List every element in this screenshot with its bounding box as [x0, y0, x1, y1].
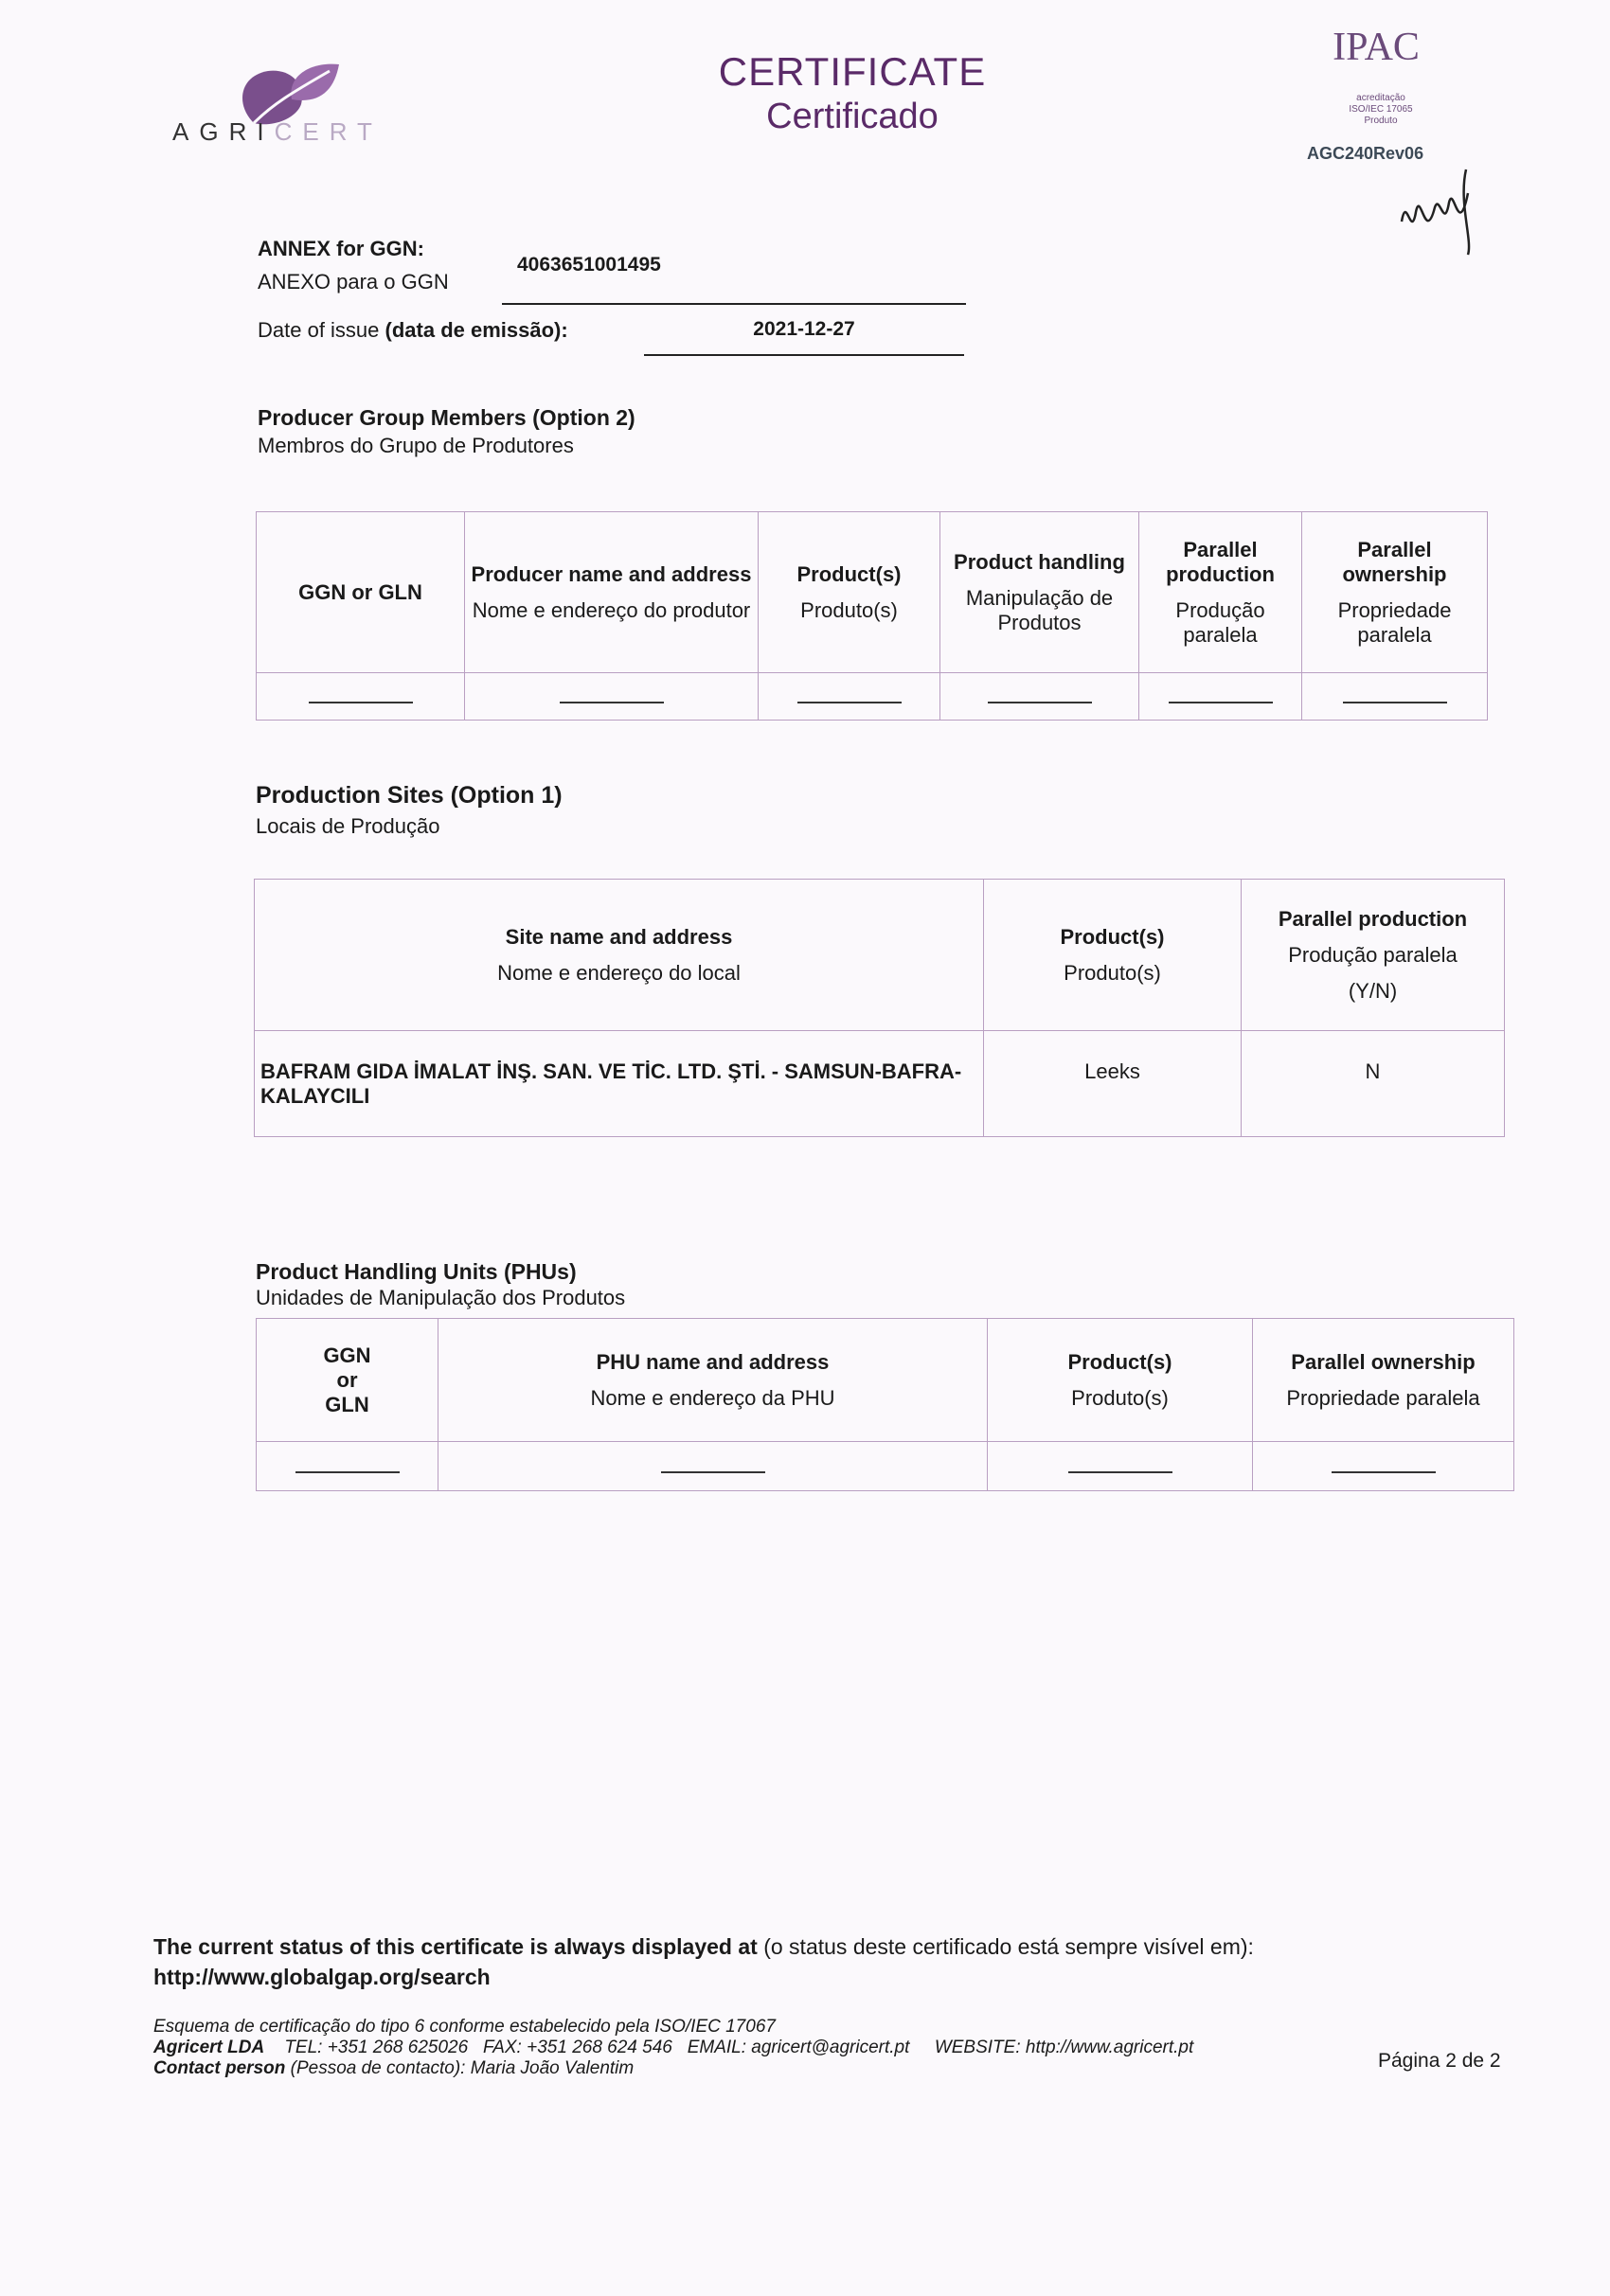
phu-table — [256, 1318, 1514, 1491]
status-url-link[interactable]: http://www.globalgap.org/search — [153, 1965, 491, 1989]
ipac-brand: IPAC — [1333, 26, 1420, 69]
col-ggn: GGN or GLN — [257, 1319, 438, 1442]
empty-dash — [1332, 1471, 1436, 1473]
producer-group-subtitle: Membros do Grupo de Produtores — [258, 434, 574, 457]
empty-dash — [295, 1471, 400, 1473]
production-sites-subtitle: Locais de Produção — [256, 814, 440, 838]
production-sites-table — [254, 879, 1505, 1137]
issue-date: 2021-12-27 — [644, 318, 964, 356]
col-parallel-production: Parallel production Produção paralela (Y/N) — [1242, 880, 1505, 1031]
annex-label-pt: ANEXO para o GGN — [258, 270, 449, 294]
phu-subtitle: Unidades de Manipulação dos Produtos — [256, 1286, 626, 1309]
form-code: AGC240Rev06 — [1307, 144, 1424, 163]
col-products: Product(s) Produto(s) — [759, 512, 940, 673]
col-products: Product(s) Produto(s) — [988, 1319, 1253, 1442]
empty-dash — [661, 1471, 765, 1473]
title-en: CERTIFICATE — [718, 49, 987, 94]
table-header-row — [255, 880, 1505, 1031]
site-name-address: BAFRAM GIDA İMALAT İNŞ. SAN. VE TİC. LTD. ŞTİ. - SAMSUN-BAFRA- KALAYCILI — [255, 1031, 984, 1137]
empty-dash — [1068, 1471, 1172, 1473]
col-parallel-ownership: Parallel ownership Propriedade paralela — [1253, 1319, 1514, 1442]
agricert-wordmark: AGRICERT — [172, 117, 383, 146]
col-parallel-production: Parallel production Produção paralela — [1139, 512, 1302, 673]
table-row — [255, 1031, 1505, 1137]
page-number: Página 2 de 2 — [1378, 2050, 1501, 2072]
empty-dash — [1169, 702, 1273, 703]
col-parallel-ownership: Parallel ownership Propriedade paralela — [1302, 512, 1488, 673]
producer-group-table — [256, 511, 1488, 721]
email-link[interactable]: EMAIL: agricert@agricert.pt — [687, 2038, 910, 2057]
site-parallel: N — [1242, 1031, 1505, 1137]
empty-dash — [309, 702, 413, 703]
contact-person: Contact person (Pessoa de contacto): Maria João Valentim — [153, 2058, 635, 2078]
ggn-value: 4063651001495 — [502, 254, 966, 305]
document-title — [663, 49, 1042, 137]
col-site: Site name and address Nome e endereço do local — [255, 880, 984, 1031]
date-label: Date of issue (data de emissão): — [258, 318, 568, 342]
website-link[interactable]: WEBSITE: http://www.agricert.pt — [934, 2038, 1194, 2057]
empty-dash — [988, 702, 1092, 703]
col-phu: PHU name and address Nome e endereço da PHU — [438, 1319, 988, 1442]
footer-contact — [153, 2017, 1385, 2079]
producer-group-title: Producer Group Members (Option 2) — [258, 405, 635, 430]
company-contacts: Agricert LDA TEL: +351 268 625026 FAX: +351 268 624 546 EMAIL: agricert@agricert.pt WEBSITE: http://www.agricert.pt — [153, 2038, 1194, 2057]
ipac-stamp-text: acreditação ISO/IEC 17065 Produto — [1349, 93, 1413, 126]
scheme-note: Esquema de certificação do tipo 6 conforme estabelecido pela ISO/IEC 17067 — [153, 2017, 776, 2037]
col-handling: Product handling Manipulação de Produtos — [940, 512, 1139, 673]
table-header-row — [257, 512, 1488, 673]
empty-dash — [797, 702, 902, 703]
annex-label-en: ANNEX for GGN: — [258, 237, 424, 260]
signature-icon — [1392, 165, 1477, 259]
col-products: Product(s) Produto(s) — [984, 880, 1242, 1031]
table-row — [257, 673, 1488, 721]
production-sites-title: Production Sites (Option 1) — [256, 782, 563, 809]
title-pt: Certificado — [766, 97, 939, 136]
certificate-status-note: The current status of this certificate is always displayed at (o status deste certificado está sempre visível em): http://www.globalgap.org/search — [153, 1934, 1254, 1989]
col-ggn: GGN or GLN — [257, 512, 465, 673]
table-row — [257, 1442, 1514, 1491]
empty-dash — [560, 702, 664, 703]
empty-dash — [1343, 702, 1447, 703]
site-product: Leeks — [984, 1031, 1242, 1137]
table-header-row — [257, 1319, 1514, 1442]
phu-title: Product Handling Units (PHUs) — [256, 1259, 577, 1284]
col-producer: Producer name and address Nome e endereço do produtor — [465, 512, 759, 673]
